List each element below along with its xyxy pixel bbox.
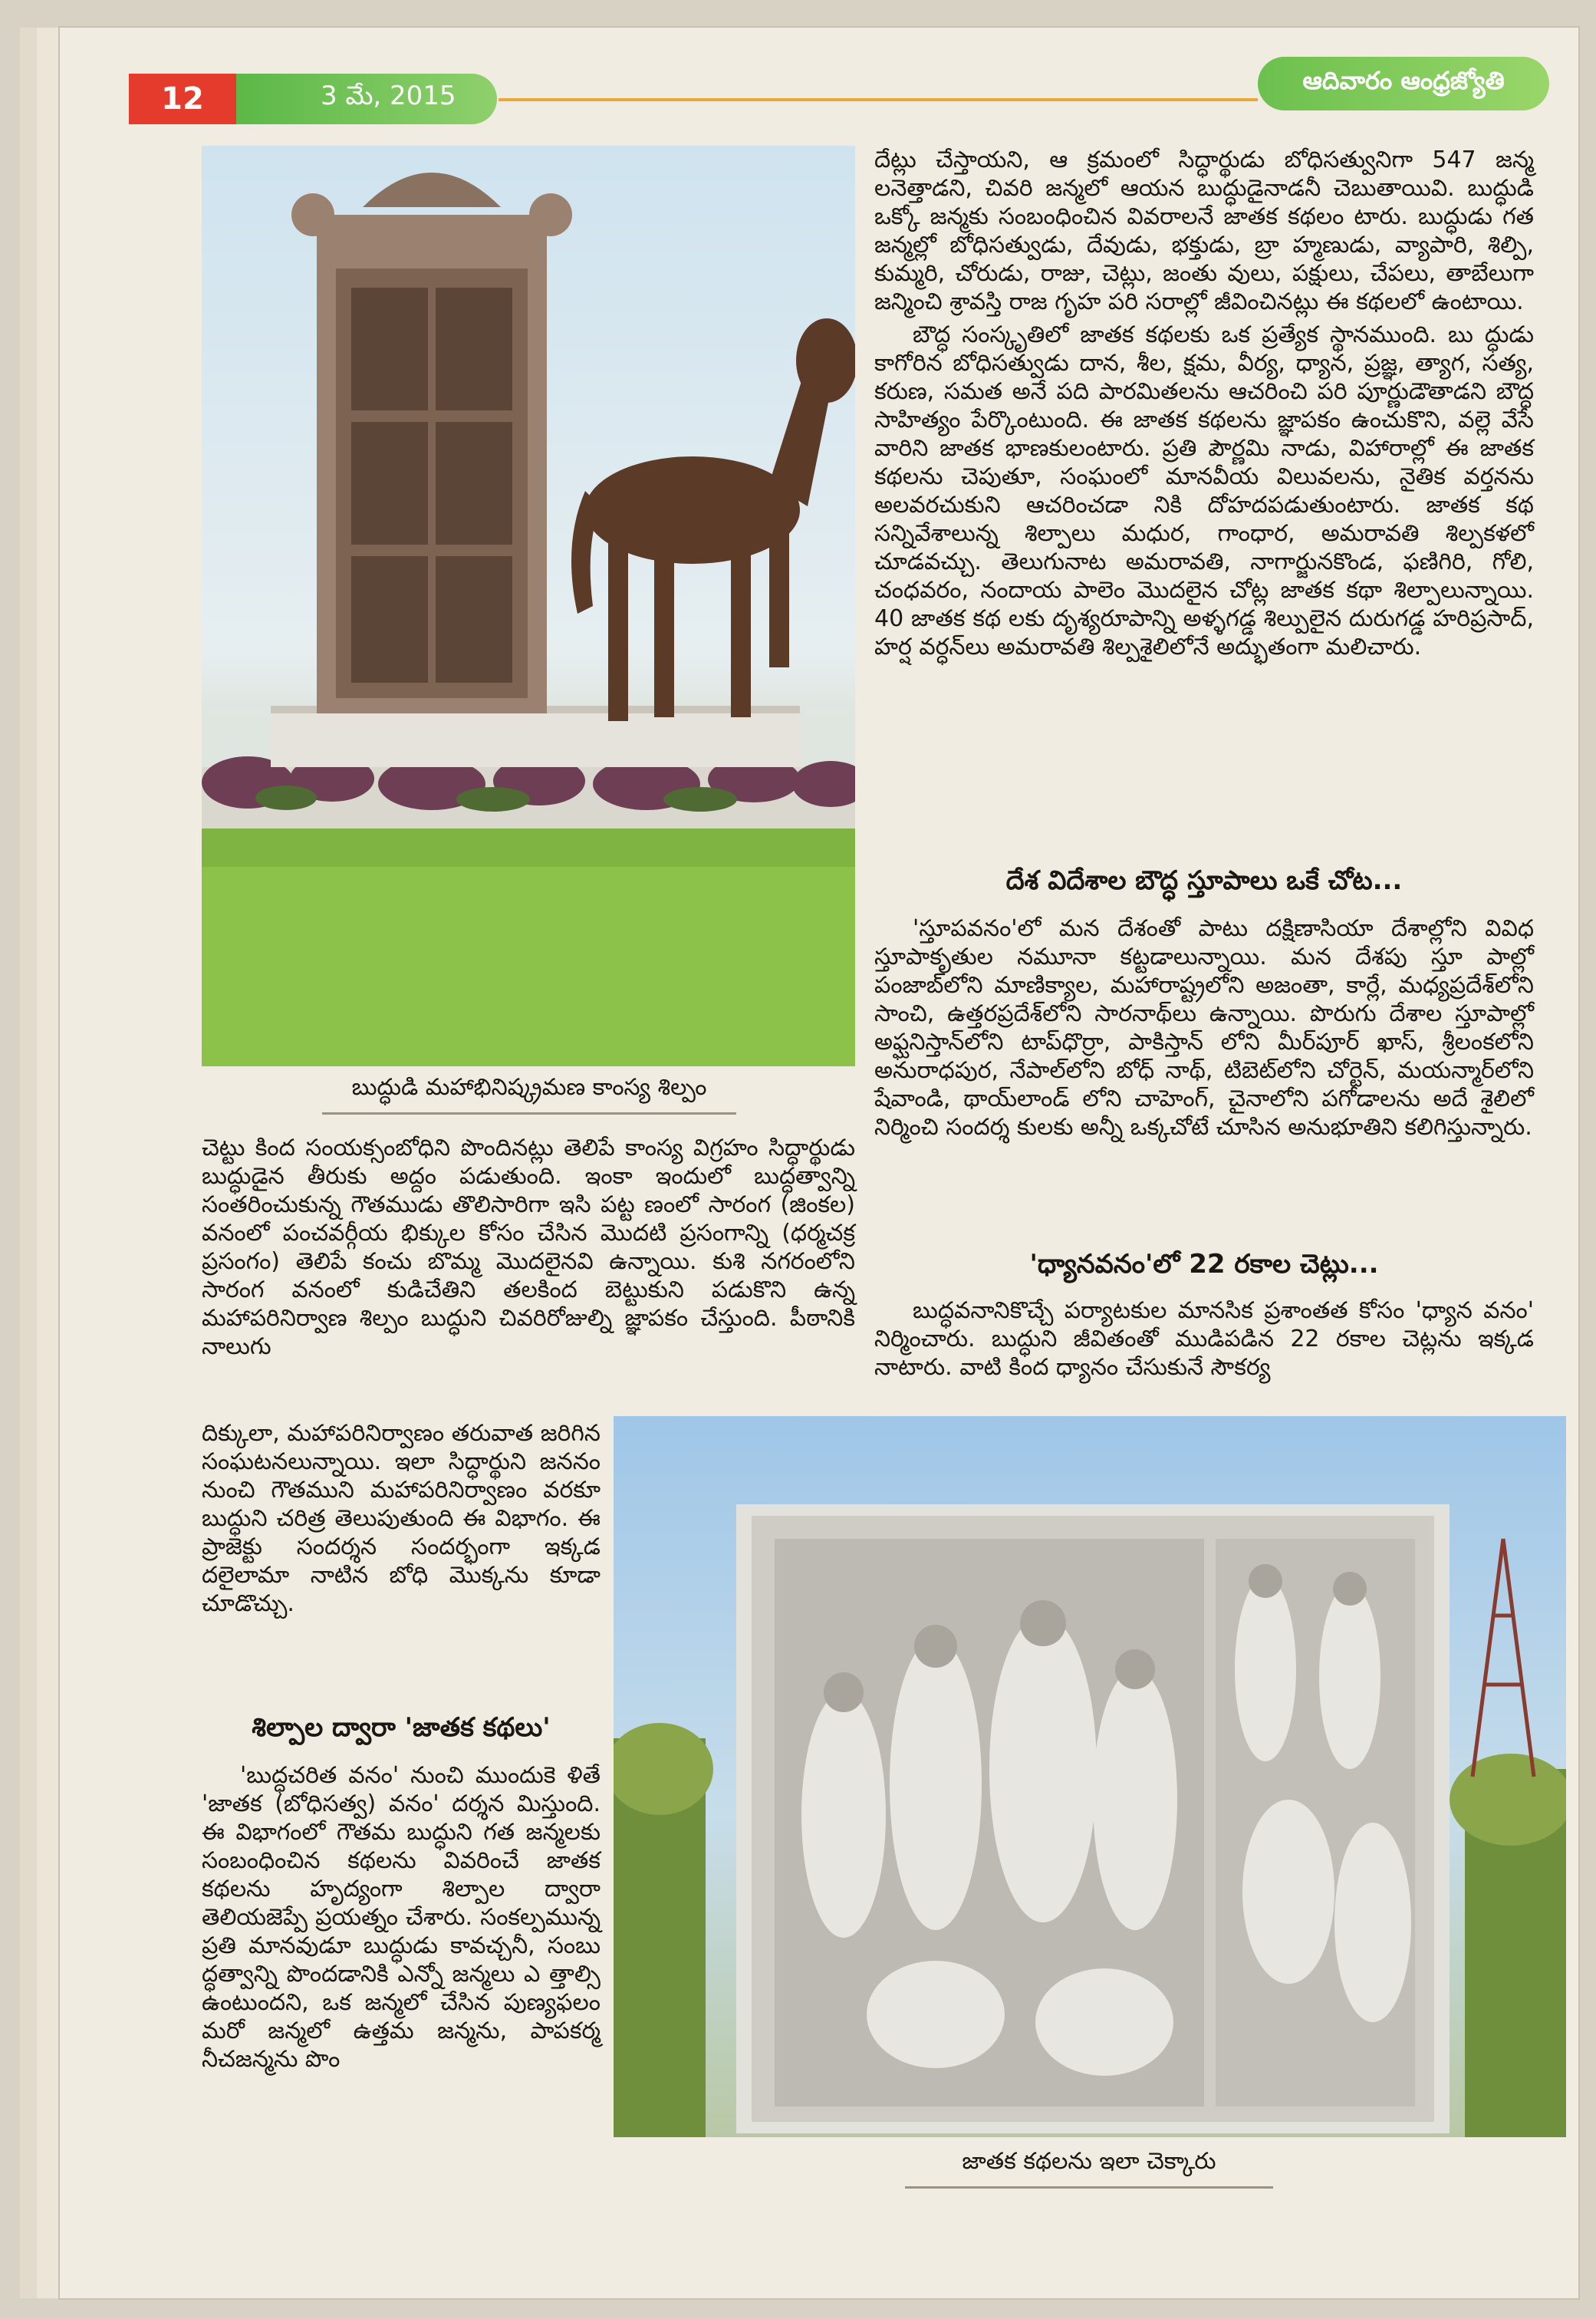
paragraph: 'బుద్ధచరిత వనం' నుంచి ముందుకె ళితే 'జాతక (బోధిసత్వ) వనం' దర్శన మిస్తుంది. ఈ విభాగంలో గౌతమ బుద్ధుని గత జన్మలకు సంబంధించిన కథలను వివరించే జాతక కథలను హృద్యంగా శిల్పాల ద్వారా తెలియజెప్పే ప్రయత్నం చేశారు. సంకల్పమున్న ప్రతి మానవుడూ బుద్ధుడు కావచ్చనీ, సంబు ద్ధత్వాన్ని పొందడానికి ఎన్నో జన్మలు ఎ త్తాల్సి ఉంటుందని, ఒక జన్మలో చేసిన పుణ్యఫలం మరో జన్మలో ఉత్తమ జన్మను, పాపకర్మ నీచజన్మను పొం — [202, 1762, 601, 2073]
jataka-text — [202, 1761, 601, 2078]
page-number: 12 — [129, 74, 236, 124]
paragraph: బౌద్ధ సంస్కృతిలో జాతక కథలకు ఒక ప్రత్యేక స్థానముంది. బు ద్ధుడు కాగోరిన బోధిసత్వుడు దాన, శీల, క్షమ, వీర్య, ధ్యాన, ప్రజ్ఞ, త్యాగ, సత్య, కరుణ, సమత అనే పది పారమితలను ఆచరించి పరి పూర్ణుడౌతాడని బౌద్ధ సాహిత్యం పేర్కొంటుంది. ఈ జాతక కథలను జ్ఞాపకం ఉంచుకొని, వల్లె వేసే వారిని జాతక భాణకులంటారు. ప్రతి పౌర్ణమి నాడు, విహారాల్లో ఈ జాతక కథలను చెపుతూ, సంఘంలో మానవీయ విలువలను, నైతిక వర్తనను అలవరచుకుని ఆచరించడా నికి దోహదపడుతుంటారు. జాతక కథ సన్నివేశాలున్న శిల్పాలు మధుర, గాంధార, అమరావతి శిల్పకళలో చూడవచ్చు. తెలుగునాట అమరావతి, నాగార్జునకొండ, ఫణిగిరి, గోలి, చంధవరం, నందాయ పాలెం మొదలైన చోట్ల జాతక కథా శిల్పాలున్నాయి. 40 జాతక కథ లకు దృశ్యరూపాన్ని అళ్ళగడ్డ శిల్పులైన దురుగడ్డ హరిప్రసాద్, హర్ష వర్ధన్‌లు అమరావతి శిల్పశైలిలోనే అద్భుతంగా మలిచారు. — [874, 321, 1534, 660]
sculpture-illustration — [202, 146, 855, 1066]
relief-photo — [614, 1416, 1566, 2137]
stupa-heading: దేశ విదేశాల బౌద్ధ స్తూపాలు ఒకే చోట... — [1005, 865, 1403, 896]
paragraph: 'స్తూపవనం'లో మన దేశంతో పాటు దక్షిణాసియా దేశాల్లోని వివిధ స్తూపాకృతుల నమూనా కట్టడాలున్నాయి. మన దేశపు స్తూ పాల్లో పంజాబ్‌లోని మాణిక్యాల, మహారాష్ట్రలోని అజంతా, కార్లే, మధ్యప్రదేశ్‌లోని సాంచి, ఉత్తరప్రదేశ్‌లోని సారనాథ్‌లు ఉన్నాయి. పొరుగు దేశాల స్తూపాల్లో అఫ్ఘనిస్తాన్‌లోని టాప్‌ధొర్రా, పాకిస్తాన్ లోని మీర్‌పూర్ ఖాస్, శ్రీలంకలోని అనురాధపుర, నేపాల్‌లోని బోధ్ నాథ్, టిబెట్‌లోని చోర్టెన్, మయన్మార్‌లోని షేవాండి, థాయ్‌లాండ్ లోని చాహెంగ్, చైనాలోని పగోడాలను అదే శైలిలో నిర్మించి సందర్శ కులకు అన్నీ ఒక్కచోటే చూసిన అనుభూతిని కలిగిస్తున్నారు. — [874, 915, 1534, 1141]
left-column-text — [202, 1134, 855, 1365]
paragraph: దేట్లు చేస్తాయని, ఆ క్రమంలో సిద్ధార్థుడు బోధిసత్వునిగా 547 జన్మ లనెత్తాడని, చివరి జన్మలో ఆయన బుద్ధుడైనాడనీ చెబుతాయివి. బుద్ధుడి ఒక్కో జన్మకు సంబంధించిన వివరాలనే జాతక కథలం టారు. బుద్ధుడు గత జన్మల్లో బోధిసత్వుడు, దేవుడు, భక్తుడు, బ్రా హ్మణుడు, వ్యాపారి, శిల్పి, కుమ్మరి, చోరుడు, రాజు, చెట్లు, జంతు వులు, పక్షులు, చేపలు, తాబేలుగా జన్మించి శ్రావస్తి రాజ గృహ పరి సరాల్లో జీవించినట్లు ఈ కథలలో ఉంటాయి. — [874, 147, 1534, 315]
sculpture-photo — [202, 146, 855, 1066]
relief-illustration — [614, 1416, 1566, 2137]
left-column-text-narrow — [202, 1419, 601, 1622]
paragraph: దిక్కులా, మహాపరినిర్వాణం తరువాత జరిగిన సంఘటనలున్నాయి. ఇలా సిద్ధార్థుని జననం నుంచి గౌతముని మహాపరినిర్వాణం వరకూ బుద్ధుని చరిత్ర తెలుపుతుంది ఈ విభాగం. ఈ ప్రాజెక్టు సందర్శన సందర్భంగా ఇక్కడ దలైలామా నాటిన బోధి మొక్కను కూడా చూడొచ్చు. — [202, 1420, 601, 1617]
jataka-heading: శిల్పాల ద్వారా 'జాతక కథలు' — [252, 1712, 551, 1743]
sculpture-caption: బుద్ధుడి మహాభినిష్క్రమణ కాంస్య శిల్పం — [322, 1074, 736, 1115]
meditation-heading: 'ధ్యానవనం'లో 22 రకాల చెట్లు... — [1029, 1249, 1379, 1280]
paragraph: బుద్ధవనానికొచ్చే పర్యాటకుల మానసిక ప్రశాంతత కోసం 'ధ్యాన వనం' నిర్మించారు. బుద్ధుని జీవితంతో ముడిపడిన 22 రకాల చెట్లను ఇక్కడ నాటారు. వాటి కింద ధ్యానం చేసుకునే సౌకర్య — [874, 1297, 1534, 1381]
paragraph: చెట్టు కింద సంయక్సంబోధిని పొందినట్లు తెలిపే కాంస్య విగ్రహం సిద్ధార్థుడు బుద్ధుడైన తీరుకు అద్దం పడుతుంది. ఇంకా ఇందులో బుద్ధత్వాన్ని సంతరించుకున్న గౌతముడు తొలిసారిగా ఇసి పట్ట ణంలో సారంగ (జింకల) వనంలో పంచవర్గీయ భిక్కుల కోసం చేసిన మొదటి ప్రసంగాన్ని (ధర్మచక్ర ప్రసంగం) తెలిపే కంచు బొమ్మ మొదలైనవి ఉన్నాయి. కుశి నగరంలోని సారంగ వనంలో కుడిచేతిని తలకింద బెట్టుకుని పడుకొని ఉన్న మహాపరినిర్వాణ శిల్పం బుద్ధుని చివరిరోజుల్ని జ్ఞాపకం చేస్తుంది. పీఠానికి నాలుగు — [202, 1135, 855, 1360]
stupa-text — [874, 914, 1534, 1146]
right-column-text — [874, 146, 1534, 666]
meditation-text — [874, 1296, 1534, 1386]
header-rule — [499, 98, 1258, 101]
publication-brand: ఆదివారం ఆంధ్రజ్యోతి — [1258, 57, 1549, 110]
issue-date: 3 మే, 2015 — [236, 74, 497, 124]
relief-caption: జాతక కథలను ఇలా చెక్కారు — [905, 2148, 1273, 2189]
